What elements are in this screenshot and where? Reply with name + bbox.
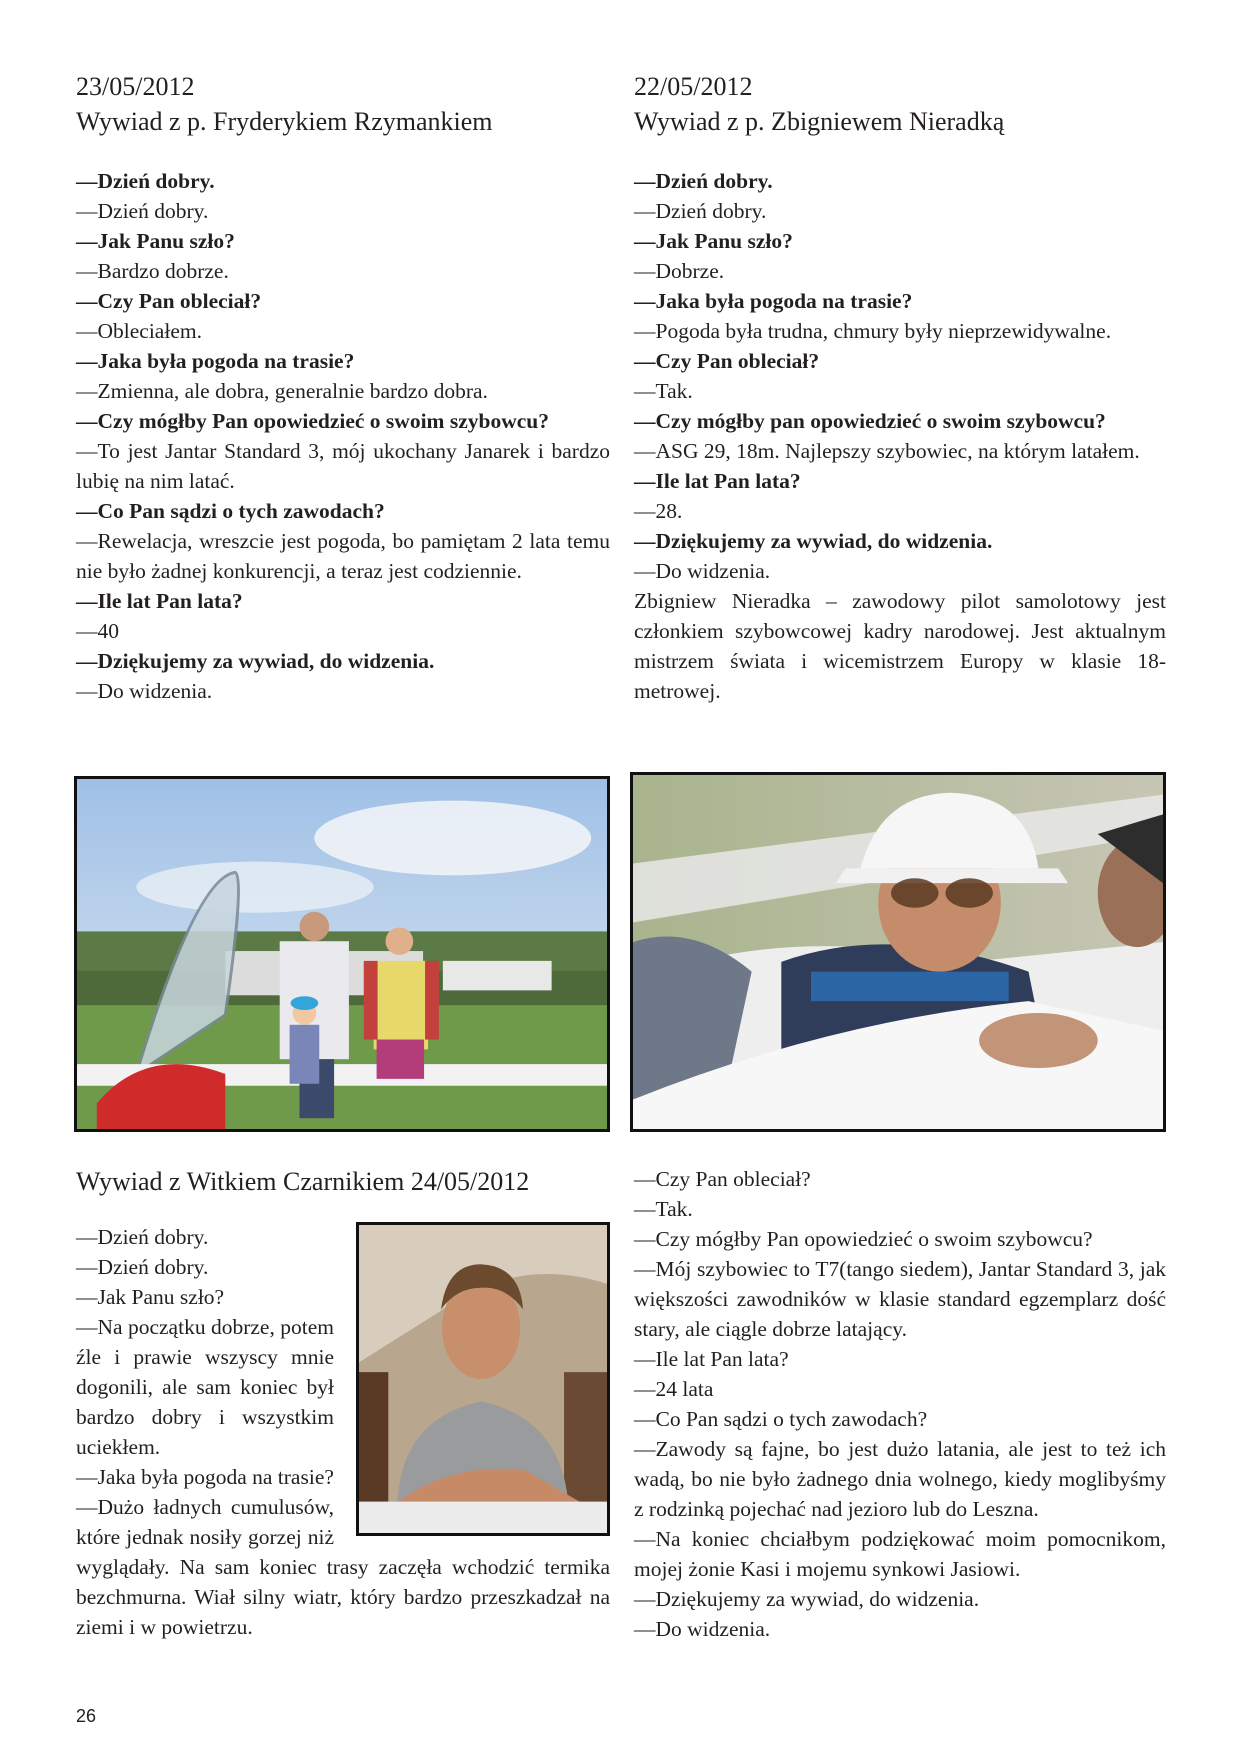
interview-answer: —ASG 29, 18m. Najlepszy szybowiec, na którym latałem. [634,439,1140,463]
interview-answer: —Dziękujemy za wywiad, do widzenia. [634,1587,980,1611]
witek-portrait-photo-image [359,1225,607,1533]
interview-2-date: 22/05/2012 [634,72,753,101]
interview-question: —Czy mógłby Pan opowiedzieć o swoim szybowcu? [76,409,549,433]
interview-answer: —Do widzenia. [76,679,213,703]
interview-answer: —Mój szybowiec to T7(tango siedem), Jantar Standard 3, jak większości zawodników w klasie standard egzemplarz dość stary, ale ciągle dobrze latający. [634,1257,1166,1341]
interview-question: —Co Pan sądzi o tych zawodach? [76,499,385,523]
interview-answer: —Ile lat Pan lata? [634,1347,789,1371]
interview-answer: —Na początku dobrze, potem źle i prawie wszyscy mnie dogonili, ale sam koniec był bardzo dobry i wszystkim uciekłem. [76,1315,334,1459]
interview-answer: —Czy mógłby Pan opowiedzieć o swoim szybowcu? [634,1227,1093,1251]
interview-answer: —Obleciałem. [76,319,202,343]
interview-answer: —Do widzenia. [634,559,771,583]
interview-answer: —Na koniec chciałbym podziękować moim pomocnikom, mojej żonie Kasi i mojemu synkowi Jasiowi. [634,1527,1166,1581]
glider-group-photo-image [77,779,607,1129]
interview-answer: —Pogoda była trudna, chmury były nieprzewidywalne. [634,319,1112,343]
interview-answer: —Dzień dobry. [76,1225,209,1249]
interview-answer: —Bardzo dobrze. [76,259,229,283]
interview-answer: —40 [76,619,119,643]
interview-question: —Dzień dobry. [634,169,773,193]
interview-2-dialogue [634,166,1166,706]
pilot-cockpit-photo-image [633,775,1163,1129]
interview-answer: —Dużo ładnych cumulusów, które jednak nosiły gorzej niż wyglądały. Na sam koniec trasy zaczęła wchodzić termika bezchmurna. Wiał silny wiatr, który bardzo przeszkadzał na ziemi i w powietrzu. [76,1495,610,1639]
interview-question: —Czy Pan obleciał? [76,289,262,313]
interview-answer: —Co Pan sądzi o tych zawodach? [634,1407,928,1431]
interview-question: —Dziękujemy za wywiad, do widzenia. [634,529,993,553]
interview-question: —Czy Pan obleciał? [634,349,820,373]
interview-3-dialogue-right [634,1164,1166,1644]
interview-question: —Jaka była pogoda na trasie? [76,349,355,373]
interview-answer: —To jest Jantar Standard 3, mój ukochany Janarek i bardzo lubię na nim latać. [76,439,610,493]
interview-3-continued [634,1164,1166,1644]
interview-question: —Dzień dobry. [76,169,215,193]
interview-answer: —Jak Panu szło? [76,1285,225,1309]
interview-1-date: 23/05/2012 [76,72,195,101]
interview-answer: —28. [634,499,683,523]
interview-question: —Jaka była pogoda na trasie? [634,289,913,313]
interview-answer: —Tak. [634,1197,693,1221]
interview-answer: —Dzień dobry. [76,199,209,223]
interview-answer: Zbigniew Nieradka – zawodowy pilot samolotowy jest członkiem szybowcowej kadry narodowej. Jest aktualnym mistrzem świata i wicemistrzem Europy w klasie 18-metrowej. [634,589,1166,703]
interview-2-title: Wywiad z p. Zbigniewem Nieradką [634,107,1005,136]
interview-question: —Jak Panu szło? [76,229,235,253]
witek-portrait-photo [356,1222,610,1536]
interview-1 [76,70,610,706]
interview-answer: —Tak. [634,379,693,403]
interview-3-title: Wywiad z Witkiem Czarnikiem 24/05/2012 [76,1167,530,1196]
interview-answer: —24 lata [634,1377,714,1401]
glider-group-photo [74,776,610,1132]
interview-3 [76,1164,610,1642]
interview-answer: —Zmienna, ale dobra, generalnie bardzo dobra. [76,379,488,403]
interview-answer: —Jaka była pogoda na trasie? [76,1465,334,1489]
interview-1-title: Wywiad z p. Fryderykiem Rzymankiem [76,107,493,136]
page-number: 26 [76,1706,97,1726]
interview-question: —Dziękujemy za wywiad, do widzenia. [76,649,435,673]
interview-answer: —Czy Pan obleciał? [634,1167,811,1191]
interview-1-dialogue [76,166,610,706]
interview-answer: —Dzień dobry. [634,199,767,223]
interview-answer: —Zawody są fajne, bo jest dużo latania, ale jest to też ich wadą, bo nie było żadnego dnia wolnego, kiedy moglibyśmy z rodzinką pojechać nad jezioro lub do Leszna. [634,1437,1166,1521]
interview-2 [634,70,1166,706]
interview-question: —Ile lat Pan lata? [634,469,801,493]
interview-answer: —Do widzenia. [634,1617,771,1641]
interview-question: —Ile lat Pan lata? [76,589,243,613]
interview-answer: —Rewelacja, wreszcie jest pogoda, bo pamiętam 2 lata temu nie było żadnej konkurencji, a teraz jest codziennie. [76,529,610,583]
interview-answer: —Dzień dobry. [76,1255,209,1279]
pilot-cockpit-photo [630,772,1166,1132]
interview-question: —Czy mógłby pan opowiedzieć o swoim szybowcu? [634,409,1106,433]
interview-answer: —Dobrze. [634,259,725,283]
interview-question: —Jak Panu szło? [634,229,793,253]
